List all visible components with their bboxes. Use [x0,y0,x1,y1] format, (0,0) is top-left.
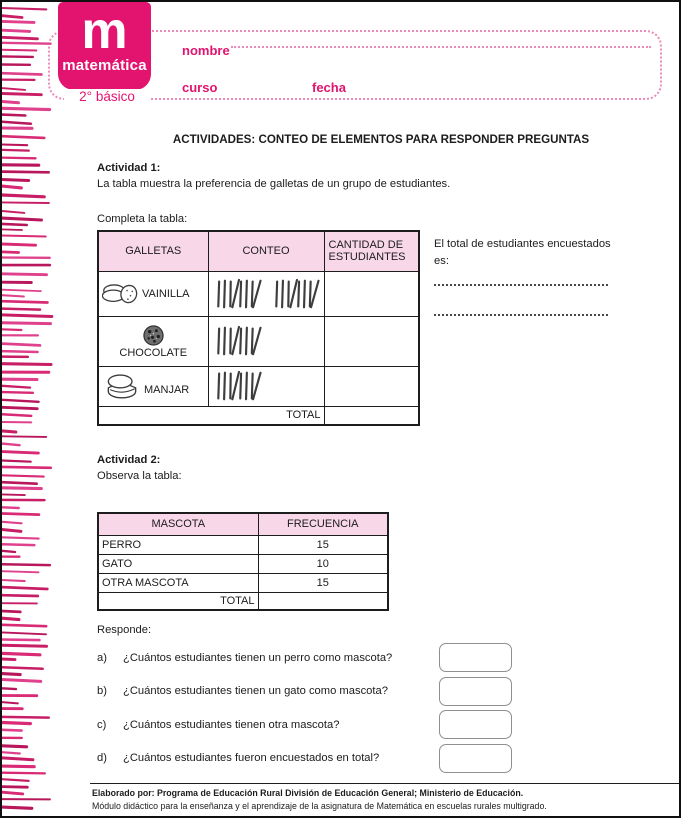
activity2-heading: Actividad 2: [97,454,161,466]
frecuencia-cell: 10 [258,554,388,573]
question-letter: a) [97,651,107,664]
answer-write-line-2[interactable] [434,314,608,316]
questions-list [97,641,527,775]
question-d [97,742,527,776]
grade-label: 2° básico [64,89,150,104]
logo-letter: m [81,2,128,60]
activity1-heading: Actividad 1: [97,162,161,174]
tally-group-icon [215,324,263,358]
mascota-cell: OTRA MASCOTA [98,573,258,592]
table-row-total [98,592,388,610]
side-note: El total de estudiantes encuestados es: [434,238,611,268]
matematica-logo [58,2,151,90]
table-row-vainilla [98,271,419,316]
frecuencia-cell: 15 [258,573,388,592]
mascota-cell: GATO [98,554,258,573]
question-c [97,708,527,742]
responde-label: Responde: [97,624,152,636]
table-row-gato [98,554,388,573]
mascota-cell: PERRO [98,535,258,554]
curso-label: curso [182,80,218,95]
total-label: TOTAL [98,592,258,610]
total-label: TOTAL [98,406,324,425]
nombre-write-line[interactable] [231,46,651,48]
question-text: ¿Cuántos estudiantes tienen otra mascota? [123,718,340,731]
col-header-conteo: CONTEO [208,231,324,271]
cantidad-cell-manjar[interactable] [324,366,419,406]
fecha-label: fecha [312,80,346,95]
col-header-galletas: GALLETAS [98,231,208,271]
question-text: ¿Cuántos estudiantes tienen un gato como mascota? [123,685,388,698]
galletas-table [97,230,420,426]
answer-box-d[interactable] [439,744,512,773]
tally-group-icon [215,369,263,403]
tally-marks-chocolate [212,324,321,358]
galleta-label: VAINILLA [142,287,190,300]
question-text: ¿Cuántos estudiantes fueron encuestados en total? [123,752,380,765]
galleta-label: CHOCOLATE [119,346,188,359]
cantidad-cell-chocolate[interactable] [324,316,419,366]
nombre-label: nombre [182,43,230,58]
answer-box-a[interactable] [439,643,512,672]
footer-divider [90,783,680,784]
chocolate-cookie-icon [142,324,165,347]
footer-module-line: Módulo didáctico para la enseñanza y el aprendizaje de la asignatura de Matemática en escuelas rurales multigrado. [92,801,547,811]
page-title: ACTIVIDADES: CONTEO DE ELEMENTOS PARA RESPONDER PREGUNTAS [172,133,590,146]
footer-credit-line: Elaborado por: Programa de Educación Rural División de Educación General; Ministerio de Educación. [92,788,524,798]
activity1-instruction: Completa la tabla: [97,213,188,225]
activity2-instruction: Observa la tabla: [97,470,182,482]
col-header-cantidad: CANTIDAD DE ESTUDIANTES [324,231,419,271]
question-letter: c) [97,718,107,731]
vanilla-cookies-icon [102,280,140,308]
table-row-otra-mascota [98,573,388,592]
logo-subject-label: matemática [62,57,147,74]
tally-marks-manjar [212,369,321,403]
tally-group-icon [215,277,263,311]
tally-group-icon [273,277,321,311]
question-letter: d) [97,752,107,765]
question-letter: b) [97,685,107,698]
cantidad-cell-vainilla[interactable] [324,271,419,316]
answer-box-b[interactable] [439,677,512,706]
table-row-perro [98,535,388,554]
col-header-mascota: MASCOTA [98,513,258,535]
tally-marks-vainilla [212,277,321,311]
frecuencia-cell: 15 [258,535,388,554]
total-cell-galletas[interactable] [324,406,419,425]
question-text: ¿Cuántos estudiantes tienen un perro como mascota? [123,651,393,664]
question-b [97,675,527,709]
manjar-cookie-icon [102,371,142,401]
answer-write-line-1[interactable] [434,284,608,286]
galleta-label: MANJAR [144,384,190,396]
mascota-table [97,512,389,611]
answer-box-c[interactable] [439,710,512,739]
spiral-binding-decoration [2,2,64,816]
question-a [97,641,527,675]
total-cell-mascota[interactable] [258,592,388,610]
table-row-chocolate [98,316,419,366]
table-row-manjar [98,366,419,406]
activity1-description: La tabla muestra la preferencia de galletas de un grupo de estudiantes. [97,178,451,190]
col-header-frecuencia: FRECUENCIA [258,513,388,535]
table-row-total [98,406,419,425]
